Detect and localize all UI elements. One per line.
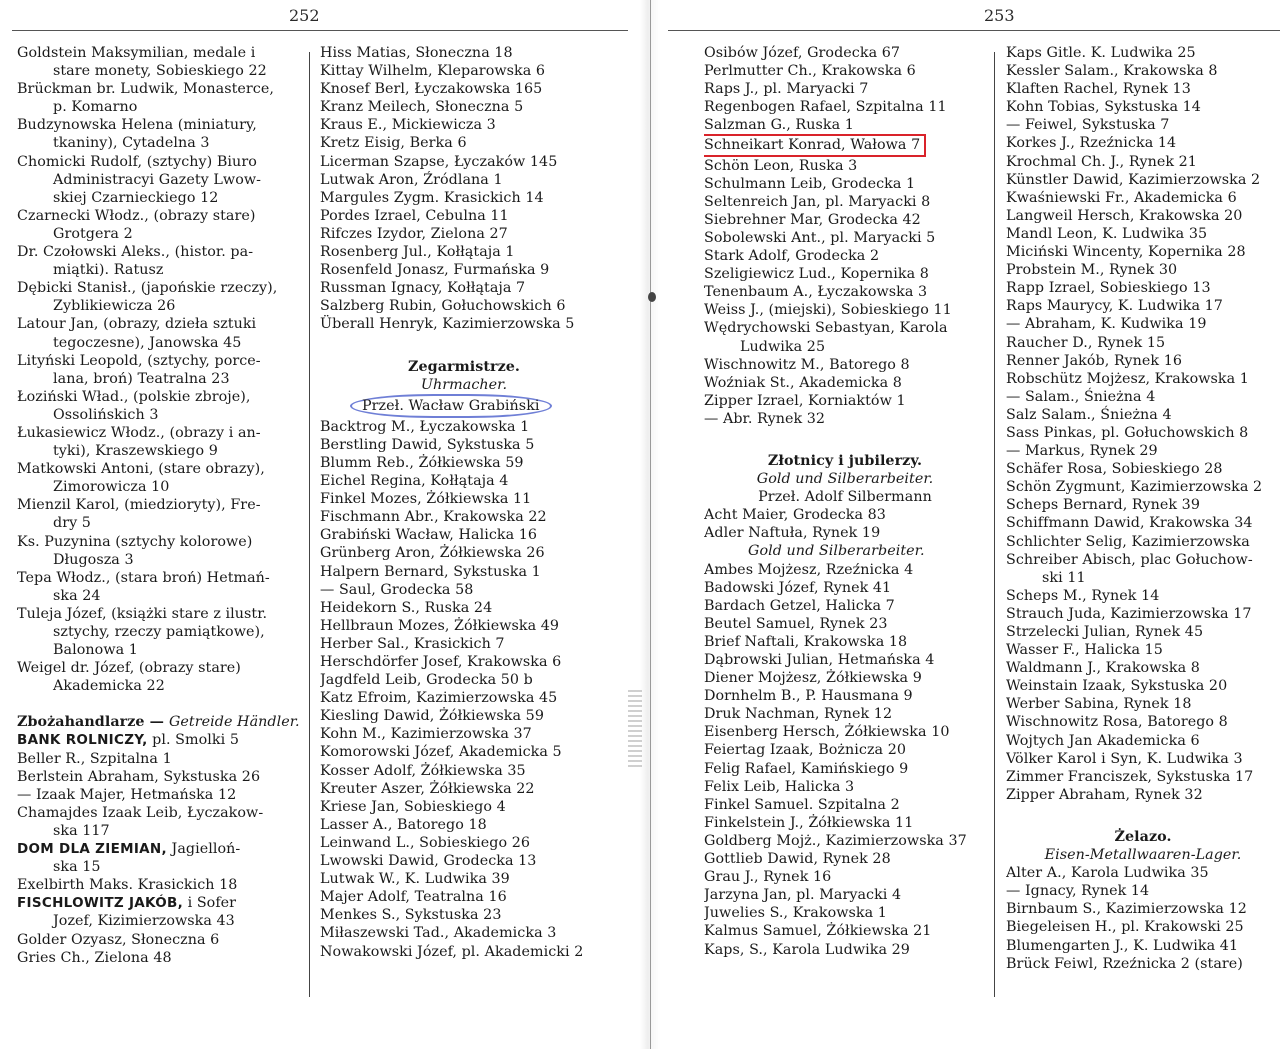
- entry-text: Goldstein Maksymilian, medale i: [17, 45, 256, 61]
- directory-entry: Kriese Jan, Sobieskiego 4: [320, 798, 506, 815]
- directory-entry: Wojtych Jan Akademicka 6: [1006, 732, 1200, 749]
- directory-entry: Schiffmann Dawid, Krakowska 34: [1006, 515, 1253, 532]
- directory-entry: Halpern Bernard, Sykstuska 1: [320, 563, 541, 580]
- directory-entry: Zimmer Franciszek, Sykstuska 17: [1006, 768, 1254, 785]
- directory-entry: Miciński Wincenty, Kopernika 28: [1006, 244, 1246, 261]
- directory-entry: Sobolewski Ant., pl. Maryacki 5: [704, 229, 936, 246]
- section-title-text: Zbożahandlarze —: [17, 714, 164, 731]
- directory-entry: Probstein M., Rynek 30: [1006, 262, 1178, 279]
- directory-entry: Rifczes Izydor, Zielona 27: [320, 225, 508, 242]
- directory-entry: Lutwak Aron, Źródlana 1: [320, 171, 503, 188]
- directory-entry: [17, 569, 300, 605]
- directory-entry: — Saul, Grodecka 58: [320, 581, 474, 598]
- directory-entry: Fischmann Abr., Krakowska 22: [320, 509, 547, 526]
- entry-continuation: Długosza 3: [53, 551, 134, 568]
- entry-text: Golder Ozyasz, Słoneczna 6: [17, 931, 220, 948]
- entry-text: Matkowski Antoni, (stare obrazy),: [17, 461, 265, 478]
- directory-entry: Kretz Eisig, Berka 6: [320, 135, 467, 152]
- directory-entry: Klaften Rachel, Rynek 13: [1006, 81, 1191, 98]
- firm-name: FISCHLOWITZ JAKÓB,: [17, 895, 184, 912]
- directory-entry: Regenbogen Rafael, Szpitalna 11: [704, 99, 947, 116]
- directory-entry: Russman Ignacy, Kołłątaja 7: [320, 280, 526, 297]
- directory-entry: — Feiwel, Sykstuska 7: [1006, 117, 1170, 134]
- directory-entry: Wischnowitz Rosa, Batorego 8: [1006, 714, 1228, 731]
- directory-entry: Lasser A., Batorego 18: [320, 816, 487, 833]
- entry-continuation: Balonowa 1: [53, 642, 138, 659]
- directory-entry: Knosef Berl, Łyczakowska 165: [320, 81, 543, 98]
- directory-entry: Heidekorn S., Ruska 24: [320, 599, 493, 616]
- directory-entry: [17, 949, 300, 967]
- entry-continuation: Administracyi Gazety Lwow-: [53, 171, 262, 188]
- entry-text: Dębicki Stanisł., (japońskie rzeczy),: [17, 280, 278, 297]
- entry-text: Budzynowska Helena (miniatury,: [17, 117, 257, 134]
- directory-entry: Schön Leon, Ruska 3: [704, 157, 858, 174]
- directory-entry: Salzman G., Ruska 1: [704, 117, 854, 134]
- directory-entry: — Markus, Rynek 29: [1006, 443, 1158, 460]
- entry-continuation: lana, broń) Teatralna 23: [53, 370, 230, 387]
- directory-entry: Schön Zygmunt, Kazimierzowska 2: [1006, 479, 1263, 496]
- directory-entry: Juwelies S., Krakowska 1: [704, 905, 887, 922]
- column-3: [704, 44, 986, 1029]
- directory-entry: Schlichter Selig, Kazimierzowska: [1006, 533, 1250, 550]
- entry-continuation: tyki), Kraszewskiego 9: [53, 443, 218, 460]
- directory-entry: Werber Sabina, Rynek 18: [1006, 696, 1192, 713]
- directory-entry: Korkes J., Rzeźnicka 14: [1006, 135, 1177, 152]
- entry-text: Łoziński Wład., (polskie zbroje),: [17, 388, 251, 405]
- directory-entry: [17, 931, 300, 949]
- firm-name: BANK ROLNICZY,: [17, 732, 148, 749]
- directory-entry: Miłaszewski Tad., Akademicka 3: [320, 925, 557, 942]
- directory-entry: Lutwak W., K. Ludwika 39: [320, 871, 510, 888]
- directory-entry: Woźniak St., Akademicka 8: [704, 374, 902, 391]
- directory-entry: Finkel Mozes, Żółkiewska 11: [320, 491, 532, 508]
- page-number-right: 253: [984, 6, 1015, 25]
- directory-entry: Backtrog M., Łyczakowska 1: [320, 418, 530, 435]
- entry-text: pl. Smolki 5: [147, 732, 239, 749]
- directory-entry: Eisenberg Hersch, Żółkiewska 10: [704, 724, 950, 741]
- directory-entry: Kraus E., Mickiewicza 3: [320, 117, 496, 134]
- entry-continuation: tegoczesne), Janowska 45: [53, 334, 242, 351]
- entry-continuation: ska 24: [53, 587, 101, 604]
- section-title-subtitle: Getreide Händler.: [168, 714, 300, 731]
- directory-entry: Kranz Meilech, Słoneczna 5: [320, 99, 524, 116]
- entry-continuation: Ossolińskich 3: [53, 406, 159, 423]
- directory-entry: [17, 804, 300, 840]
- directory-entry: Osibów Józef, Grodecka 67: [704, 45, 901, 61]
- entry-continuation: Akademicka 22: [53, 678, 165, 695]
- scan-dot: [648, 292, 656, 302]
- entry-continuation: Grotgera 2: [53, 225, 133, 242]
- directory-entry: Weiss J., (miejski), Sobieskiego 11: [704, 302, 952, 319]
- directory-entry: Seltenreich Jan, pl. Maryacki 8: [704, 193, 931, 210]
- directory-entry: Hiss Matias, Słoneczna 18: [320, 45, 513, 61]
- directory-entry: Kiesling Dawid, Żółkiewska 59: [320, 708, 544, 725]
- entry-text: Exelbirth Maks. Krasickich 18: [17, 877, 238, 894]
- directory-entry: Felix Leib, Halicka 3: [704, 778, 855, 795]
- entry-text: Wędrychowski Sebastyan, Karola: [704, 320, 948, 337]
- directory-entry: [17, 659, 300, 695]
- inline-subtitle: Gold und Silberarbeiter.: [748, 543, 925, 560]
- directory-entry: Kosser Adolf, Żółkiewska 35: [320, 762, 526, 779]
- directory-entry: Blumm Reb., Żółkiewska 59: [320, 454, 524, 471]
- directory-entry: Badowski Józef, Rynek 41: [704, 579, 892, 596]
- directory-entry: Tenenbaum A., Łyczakowska 3: [704, 284, 928, 301]
- entry-text: Czarnecki Włodz., (obrazy stare): [17, 207, 256, 224]
- directory-entry: [17, 605, 300, 641]
- entry-continuation: p. Komarno: [53, 99, 138, 116]
- scan-artifact: [628, 690, 642, 770]
- circled-note: Przeł. Wacław Grabiński: [350, 394, 552, 418]
- directory-entry: [704, 319, 986, 355]
- directory-entry: Dąbrowski Julian, Hetmańska 4: [704, 652, 935, 668]
- column-4: [1006, 44, 1280, 1029]
- directory-entry: Kaps, S., Karola Ludwika 29: [704, 941, 910, 958]
- directory-entry: Rosenberg Jul., Kołłątaja 1: [320, 244, 515, 261]
- directory-entry: Rapp Izrael, Sobieskiego 13: [1006, 280, 1211, 297]
- directory-entry: Herber Sal., Krasickich 7: [320, 635, 505, 652]
- entry-continuation: skiej Czarnieckiego 12: [53, 189, 219, 206]
- directory-entry: Schulmann Leib, Grodecka 1: [704, 175, 916, 192]
- directory-entry: [17, 279, 300, 315]
- entry-text: Tuleja Józef, (książki stare z ilustr.: [17, 605, 268, 622]
- directory-entry: Kaps Gitle. K. Ludwika 25: [1006, 45, 1196, 61]
- directory-entry: Lwowski Dawid, Grodecka 13: [320, 853, 537, 870]
- spacer: [1006, 804, 1280, 822]
- directory-entry: Adler Naftuła, Rynek 19: [704, 525, 881, 542]
- directory-entry: Robschütz Mojżesz, Krakowska 1: [1006, 370, 1249, 387]
- directory-entry: Grabiński Wacław, Halicka 16: [320, 527, 538, 544]
- entry-continuation: Zyblikiewicza 26: [53, 298, 176, 315]
- directory-entry: Kessler Salam., Krakowska 8: [1006, 63, 1218, 80]
- column-rule-right: [994, 52, 995, 997]
- directory-entry: Alter A., Karola Ludwika 35: [1006, 865, 1209, 882]
- entry-text: Lityński Leopold, (sztychy, porce-: [17, 352, 261, 369]
- directory-entry: Druk Nachman, Rynek 12: [704, 706, 893, 723]
- entry-text: Tepa Włodz., (stara broń) Hetmań-: [17, 569, 270, 586]
- directory-entry: [17, 840, 300, 876]
- section-note: Przeł. Adolf Silbermann: [758, 489, 932, 506]
- directory-entry: Katz Efroim, Kazimierzowska 45: [320, 690, 558, 707]
- directory-entry: Kohn M., Kazimierzowska 37: [320, 726, 532, 743]
- entry-continuation: dry 5: [53, 515, 91, 532]
- firm-name: DOM DLA ZIEMIAN,: [17, 841, 167, 858]
- directory-entry: Langweil Hersch, Krakowska 20: [1006, 207, 1243, 224]
- directory-entry: Perlmutter Ch., Krakowska 6: [704, 63, 916, 80]
- directory-entry: Mandl Leon, K. Ludwika 35: [1006, 225, 1208, 242]
- directory-entry: — Salam., Śnieżna 4: [1006, 388, 1156, 405]
- section-title-grain-dealers: [17, 713, 300, 731]
- directory-entry: Raps Maurycy, K. Ludwika 17: [1006, 298, 1223, 315]
- directory-entry: Acht Maier, Grodecka 83: [704, 507, 886, 524]
- directory-entry: Ambes Mojżesz, Rzeźnicka 4: [704, 561, 914, 578]
- directory-entry: [17, 786, 300, 804]
- entry-continuation: miątki). Ratusz: [53, 262, 164, 279]
- entry-text: Ks. Puzynina (sztychy kolorowe): [17, 533, 253, 550]
- entry-text: Mienzil Karol, (miedzioryty), Fre-: [17, 497, 261, 514]
- column-rule-left: [309, 52, 310, 997]
- entry-continuation: Zimorowicza 10: [53, 479, 170, 496]
- directory-entry: Zipper Izrael, Korniaktów 1: [704, 392, 906, 409]
- entry-continuation: ska 117: [53, 822, 110, 839]
- directory-entry: Licerman Szapse, Łyczaków 145: [320, 153, 558, 170]
- entry-continuation: Ludwika 25: [740, 338, 826, 355]
- directory-entry: Jagdfeld Leib, Grodecka 50 b: [320, 672, 533, 689]
- directory-entry: Diener Mojżesz, Żółkiewska 9: [704, 670, 922, 687]
- section-subtitle: Eisen-Metallwaaren-Lager.: [1044, 847, 1242, 864]
- directory-entry: Goldberg Mojż., Kazimierzowska 37: [704, 832, 967, 849]
- entry-text: Gries Ch., Zielona 48: [17, 949, 172, 966]
- directory-entry: Salzberg Rubin, Gołuchowskich 6: [320, 298, 566, 315]
- directory-entry: Felig Rafael, Kamińskiego 9: [704, 760, 909, 777]
- directory-entry: Kwaśniewski Fr., Akademicka 6: [1006, 189, 1237, 206]
- directory-entry: [17, 876, 300, 894]
- header-rule-left: [12, 30, 628, 31]
- directory-entry: Jarzyna Jan, pl. Maryacki 4: [704, 887, 902, 904]
- directory-entry: Kalmus Samuel, Żółkiewska 21: [704, 923, 932, 940]
- directory-entry: Nowakowski Józef, pl. Akademicki 2: [320, 943, 584, 960]
- directory-entry: [17, 731, 300, 749]
- directory-entry: Blumengarten J., K. Ludwika 41: [1006, 937, 1239, 954]
- directory-entry: — Abr. Rynek 32: [704, 410, 826, 427]
- section-title-watchmakers: Zegarmistrze.: [408, 358, 520, 375]
- directory-entry: Gottlieb Dawid, Rynek 28: [704, 851, 891, 868]
- directory-entry: Krochmal Ch. J., Rynek 21: [1006, 153, 1197, 170]
- directory-entry: Überall Henryk, Kazimierzowska 5: [320, 316, 575, 333]
- directory-entry: [17, 153, 300, 189]
- entry-text: Beller R., Szpitalna 1: [17, 750, 172, 767]
- entry-text: Weigel dr. Józef, (obrazy stare): [17, 660, 241, 677]
- directory-entry: Kohn Tobias, Sykstuska 14: [1006, 99, 1201, 116]
- directory-entry: Strauch Juda, Kazimierzowska 17: [1006, 605, 1252, 622]
- directory-entry: Raucher D., Rynek 15: [1006, 334, 1166, 351]
- directory-entry: Bardach Getzel, Halicka 7: [704, 597, 895, 614]
- entry-text: Schreiber Abisch, plac Gołuchow-: [1006, 551, 1253, 568]
- directory-entry: Völker Karol i Syn, K. Ludwika 3: [1006, 750, 1243, 767]
- entry-text: Berlstein Abraham, Sykstuska 26: [17, 768, 261, 785]
- directory-entry: Wischnowitz M., Batorego 8: [704, 356, 910, 373]
- directory-entry: Zipper Abraham, Rynek 32: [1006, 786, 1203, 803]
- highlighted-entry: Schneikart Konrad, Wałowa 7: [704, 134, 926, 156]
- directory-entry: Siebrehner Mar, Grodecka 42: [704, 211, 921, 228]
- gutter-line: [650, 0, 651, 1049]
- directory-entry: Grau J., Rynek 16: [704, 869, 832, 886]
- directory-entry: [17, 116, 300, 152]
- directory-entry: Beutel Samuel, Rynek 23: [704, 615, 888, 632]
- spacer: [704, 428, 986, 446]
- directory-entry: Kreuter Aszer, Żółkiewska 22: [320, 780, 535, 797]
- directory-entry: Rosenfeld Jonasz, Furmańska 9: [320, 262, 550, 279]
- section-subtitle: Gold und Silberarbeiter.: [756, 471, 934, 488]
- directory-entry: [17, 315, 300, 351]
- directory-entry: Künstler Dawid, Kazimierzowska 2: [1006, 171, 1261, 188]
- entry-continuation: Jozef, Kizimierzowska 43: [53, 913, 235, 930]
- entry-text: Jagielloń-: [166, 841, 241, 858]
- directory-entry: Szeligiewicz Lud., Kopernika 8: [704, 266, 929, 283]
- directory-entry: [17, 44, 300, 80]
- page-number-left: 252: [289, 6, 320, 25]
- directory-entry: [17, 768, 300, 786]
- section-title-goldsmiths: Złotnicy i jubilerzy.: [767, 452, 923, 469]
- section-subtitle: Uhrmacher.: [420, 376, 508, 393]
- directory-entry: Scheps Bernard, Rynek 39: [1006, 497, 1200, 514]
- spacer: [17, 695, 300, 713]
- directory-entry: [17, 641, 300, 659]
- highlighted-entry-row: [704, 134, 986, 156]
- directory-entry: Feiertag Izaak, Bożnicza 20: [704, 742, 906, 759]
- directory-entry: Schäfer Rosa, Sobieskiego 28: [1006, 461, 1223, 478]
- directory-entry: [1006, 551, 1280, 587]
- directory-entry: Majer Adolf, Teatralna 16: [320, 889, 507, 906]
- directory-entry: Eichel Regina, Kołłątaja 4: [320, 473, 509, 490]
- directory-entry: — Abraham, K. Kudwika 19: [1006, 316, 1207, 333]
- entry-text: Chamajdes Izaak Leib, Łyczakow-: [17, 804, 264, 821]
- directory-entry: Dornhelm B., P. Hausmana 9: [704, 688, 913, 705]
- directory-entry: Renner Jakób, Rynek 16: [1006, 352, 1183, 369]
- directory-entry: [17, 894, 300, 930]
- entry-text: Łukasiewicz Włodz., (obrazy i an-: [17, 424, 261, 441]
- directory-entry: — Ignacy, Rynek 14: [1006, 883, 1150, 900]
- directory-entry: Menkes S., Sykstuska 23: [320, 907, 502, 924]
- column-2: [320, 44, 608, 1029]
- directory-entry: Birnbaum S., Kazimierzowska 12: [1006, 901, 1247, 918]
- directory-entry: Finkelstein J., Żółkiewska 11: [704, 814, 914, 831]
- directory-entry: [17, 352, 300, 388]
- directory-entry: [17, 243, 300, 279]
- column-1: [17, 44, 300, 1029]
- directory-entry: Strzelecki Julian, Rynek 45: [1006, 624, 1204, 640]
- directory-entry: [17, 424, 300, 460]
- directory-entry: Raps J., pl. Maryacki 7: [704, 81, 869, 98]
- directory-entry: Brief Naftali, Krakowska 18: [704, 633, 908, 650]
- spacer: [320, 334, 608, 352]
- directory-entry: [17, 533, 300, 569]
- entry-continuation: ski 11: [1042, 569, 1086, 586]
- directory-entry: Biegeleisen H., pl. Krakowski 25: [1006, 919, 1244, 936]
- circled-note-row: [320, 394, 608, 418]
- directory-entry: [17, 750, 300, 768]
- directory-entry: Komorowski Józef, Akademicka 5: [320, 744, 562, 761]
- directory-entry: Hellbraun Mozes, Żółkiewska 49: [320, 617, 560, 634]
- entry-continuation: stare monety, Sobieskiego 22: [53, 63, 267, 80]
- directory-entry: Kittay Wilhelm, Kleparowska 6: [320, 63, 546, 80]
- entry-text: Chomicki Rudolf, (sztychy) Biuro: [17, 153, 257, 170]
- entry-text: i Sofer: [183, 895, 237, 912]
- directory-entry: Sass Pinkas, pl. Gołuchowskich 8: [1006, 424, 1249, 441]
- directory-entry: Herschdörfer Josef, Krakowska 6: [320, 654, 562, 670]
- directory-entry: Brück Feiwl, Rzeźnicka 2 (stare): [1006, 955, 1243, 972]
- directory-entry: Margules Zygm. Krasickich 14: [320, 189, 544, 206]
- entry-continuation: sztychy, rzeczy pamiątkowe),: [53, 624, 265, 640]
- directory-entry: [17, 460, 300, 496]
- directory-entry: Waldmann J., Krakowska 8: [1006, 660, 1200, 677]
- directory-entry: Leinwand L., Sobieskiego 26: [320, 834, 530, 851]
- directory-entry: Berstling Dawid, Sykstuska 5: [320, 436, 535, 453]
- directory-entry: [17, 207, 300, 243]
- entry-text: Dr. Czołowski Aleks., (histor. pa-: [17, 244, 254, 261]
- header-rule-right: [668, 30, 1280, 31]
- directory-entry: [17, 388, 300, 424]
- entry-text: Latour Jan, (obrazy, dzieła sztuki: [17, 316, 257, 333]
- directory-entry: Finkel Samuel. Szpitalna 2: [704, 796, 900, 813]
- entry-continuation: tkaniny), Cytadelna 3: [53, 135, 210, 152]
- directory-entry: [17, 496, 300, 532]
- directory-entry: Grünberg Aron, Żółkiewska 26: [320, 545, 545, 562]
- entry-text: — Izaak Majer, Hetmańska 12: [17, 786, 237, 803]
- directory-entry: Scheps M., Rynek 14: [1006, 587, 1160, 604]
- directory-entry: Stark Adolf, Grodecka 2: [704, 248, 880, 265]
- directory-entry: Weinstain Izaak, Sykstuska 20: [1006, 678, 1228, 695]
- directory-entry: Wasser F., Halicka 15: [1006, 642, 1163, 659]
- directory-entry: Pordes Izrael, Cebulna 11: [320, 207, 509, 224]
- directory-entry: [17, 189, 300, 207]
- directory-entry: [17, 80, 300, 116]
- entry-continuation: ska 15: [53, 859, 101, 876]
- directory-entry: Salz Salam., Śnieżna 4: [1006, 406, 1172, 423]
- entry-text: Brückman br. Ludwik, Monasterce,: [17, 81, 274, 98]
- section-title-iron: Żelazo.: [1114, 828, 1172, 845]
